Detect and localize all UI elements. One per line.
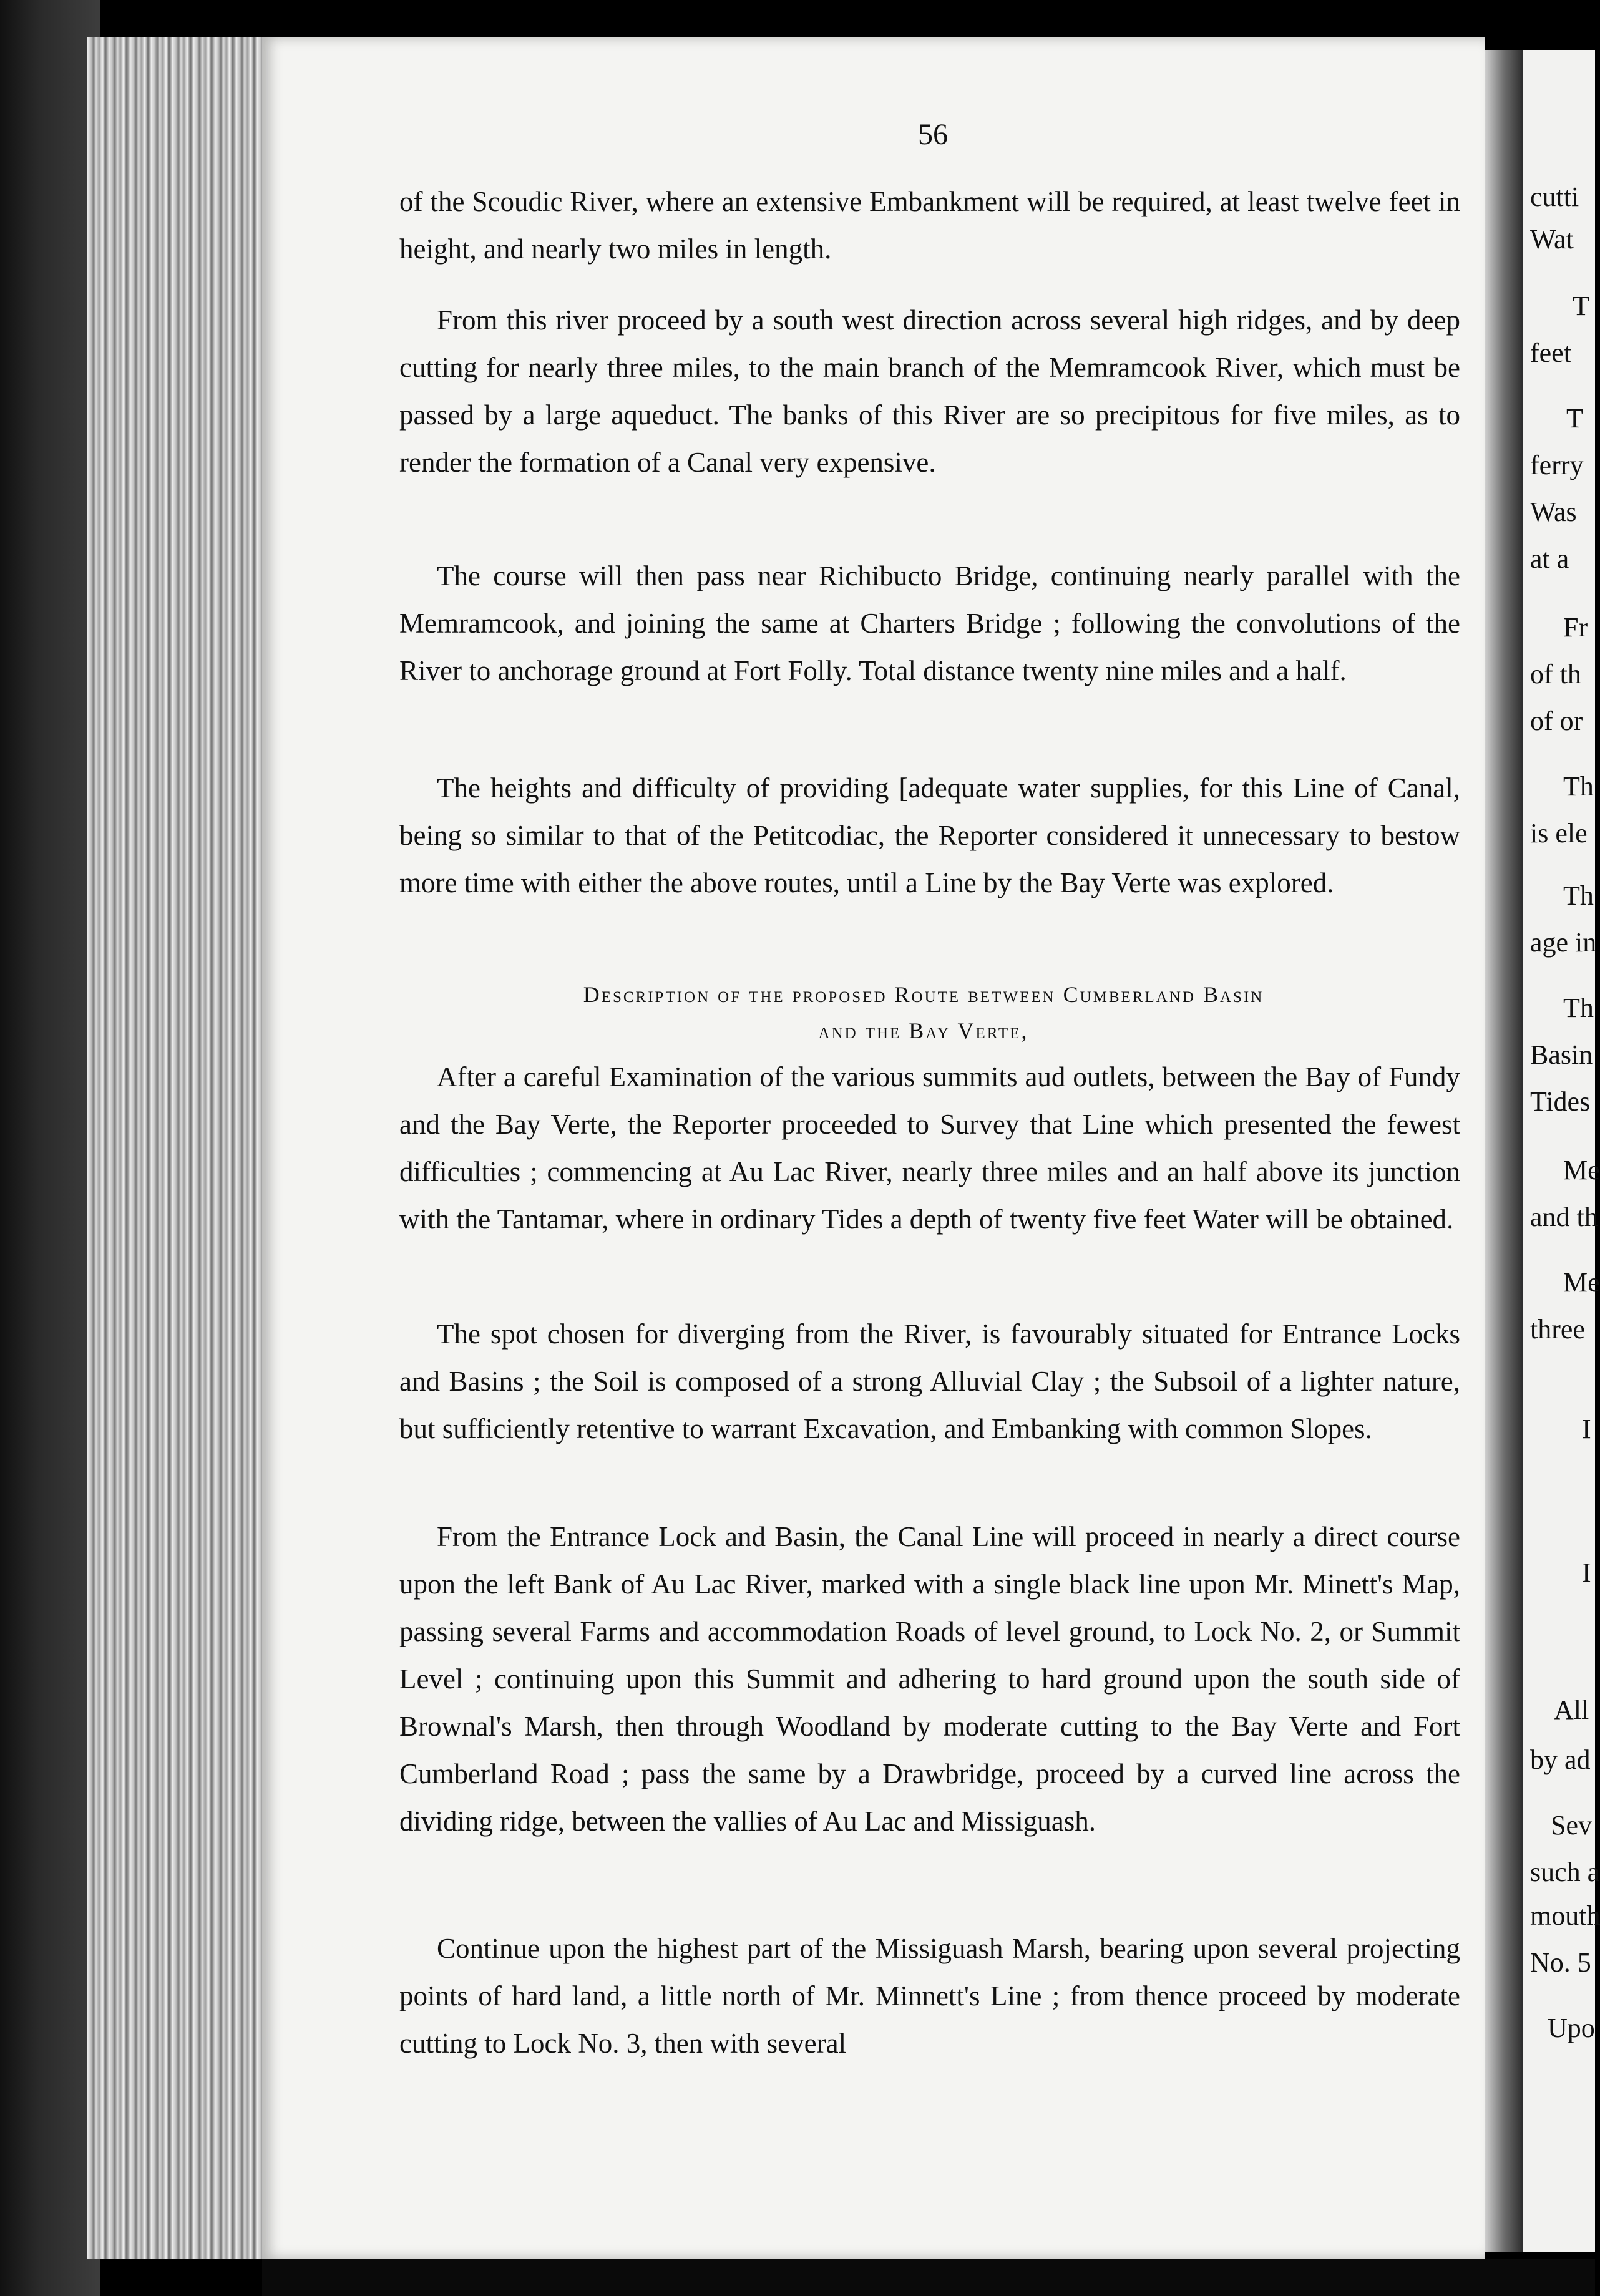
- paragraph-4: The heights and difficulty of providing [adequate water supplies, for this Line of Canal, being so similar to that of the Petitcodiac, the Reporter considered it unnecessary to bestow more time with either the above routes, until a Line by the Bay Verte was explored.: [399, 772, 1460, 898]
- facing-fragment: is ele: [1530, 818, 1588, 849]
- facing-fragment: at a: [1530, 543, 1569, 574]
- facing-fragment: Fr: [1563, 612, 1588, 643]
- book-gutter: [1485, 50, 1523, 2252]
- heading-line-2: and the Bay Verte,: [818, 1018, 1029, 1043]
- facing-fragment: Tides: [1530, 1086, 1591, 1117]
- facing-fragment: I: [1582, 1414, 1591, 1444]
- facing-fragment: Basin: [1530, 1039, 1593, 1070]
- scan-bottom-margin: [262, 2259, 1595, 2296]
- facing-fragment: by ad: [1530, 1744, 1591, 1775]
- heading-line-1: Description of the proposed Route between Cumberland Basin: [583, 982, 1264, 1007]
- facing-fragment: Wat: [1530, 224, 1574, 255]
- facing-fragment: mouth: [1530, 1900, 1600, 1931]
- facing-fragment: and th: [1530, 1202, 1598, 1232]
- facing-fragment: such a: [1530, 1857, 1600, 1887]
- paragraph-1: of the Scoudic River, where an extensive Embankment will be required, at least twelve feet in height, and nearly two miles in length.: [399, 186, 1460, 265]
- facing-fragment: ferry: [1530, 450, 1584, 480]
- paragraph-7: From the Entrance Lock and Basin, the Canal Line will proceed in nearly a direct course upon the left Bank of Au Lac River, marked with a single black line upon Mr. Minett's Map, passing several Farms and accommodation Roads of level ground, to Lock No. 2, or Summit Level ; continuing upon this Summit and adhering to hard ground upon the south side of Brownal's Marsh, then through Woodland by moderate cutting to the Bay Verte and Fort Cumberland Road ; pass the same by a Drawbridge, proceed by a curved line across the dividing ridge, between the vallies of Au Lac and Missiguash.: [399, 1521, 1460, 1837]
- scan-left-margin: [0, 0, 100, 2296]
- paragraph-8: Continue upon the highest part of the Missiguash Marsh, bearing upon several projecting points of hard land, a little north of Mr. Minnett's Line ; from thence proceed by moderate cutting to Lock No. 3, then with several: [399, 1933, 1460, 2059]
- facing-fragment: Was: [1530, 497, 1577, 527]
- facing-fragment: All: [1554, 1695, 1589, 1725]
- facing-fragment: age in: [1530, 927, 1597, 958]
- facing-fragment: Sev: [1551, 1810, 1592, 1841]
- facing-fragment: Th: [1563, 771, 1594, 802]
- facing-fragment: cutti: [1530, 182, 1579, 212]
- paragraph-3: The course will then pass near Richibucto Bridge, continuing nearly parallel with the Memramcook, and joining the same at Charters Bridge ; following the convolutions of the River to anchorage ground at Fort Folly. Total distance twenty nine miles and a half.: [399, 560, 1460, 686]
- facing-fragment: three: [1530, 1314, 1585, 1345]
- facing-fragment: Me: [1563, 1267, 1600, 1298]
- facing-fragment: Th: [1563, 880, 1594, 911]
- facing-fragment: feet: [1530, 338, 1571, 368]
- paragraph-6: The spot chosen for diverging from the River, is favourably situated for Entrance Locks and Basins ; the Soil is composed of a strong Alluvial Clay ; the Subsoil of a lighter nature, but sufficiently retentive to warrant Excavation, and Embanking with common Slopes.: [399, 1318, 1460, 1444]
- book-page-edges: [87, 37, 275, 2259]
- facing-fragment: of th: [1530, 659, 1581, 689]
- paragraph-5: After a careful Examination of the various summits aud outlets, between the Bay of Fundy and the Bay Verte, the Reporter proceeded to Survey that Line which presented the fewest difficulties ; commencing at Au Lac River, nearly three miles and an half above its junction with the Tantamar, where in ordinary Tides a depth of twenty five feet Water will be obtained.: [399, 1061, 1460, 1235]
- section-heading: [437, 976, 1410, 1049]
- facing-fragment: Th: [1563, 993, 1594, 1023]
- page-number: 56: [918, 118, 948, 151]
- facing-fragment: T: [1566, 403, 1583, 434]
- facing-fragment: of or: [1530, 706, 1583, 736]
- facing-fragment: No. 5: [1530, 1947, 1591, 1978]
- facing-fragment: I: [1582, 1557, 1591, 1588]
- facing-fragment: Upo: [1548, 2013, 1595, 2043]
- facing-fragment: Me: [1563, 1155, 1600, 1185]
- paragraph-2: From this river proceed by a south west direction across several high ridges, and by deep cutting for nearly three miles, to the main branch of the Memramcook River, which must be passed by a large aqueduct. The banks of this River are so precipitous for five miles, as to render the formation of a Canal very expensive.: [399, 304, 1460, 478]
- facing-fragment: T: [1573, 291, 1589, 321]
